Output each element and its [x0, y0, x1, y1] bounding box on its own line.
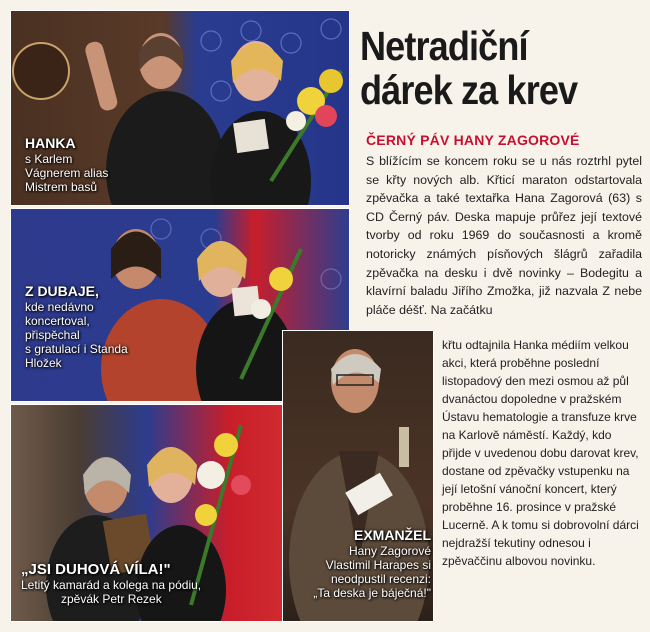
caption-exmanzel-line: „Ta deska je báječná!": [313, 586, 431, 600]
caption-hanka-line: Mistrem basů: [25, 180, 98, 194]
caption-hanka-head: HANKA: [25, 135, 76, 151]
caption-exmanzel-head: EXMANŽEL: [354, 527, 431, 543]
caption-exmanzel-line: Hany Zagorové: [348, 544, 431, 558]
caption-dubaj-line: Hložek: [25, 356, 62, 370]
caption-dubaj: [25, 283, 165, 370]
caption-dubaj-line: přispěchal: [25, 328, 80, 342]
caption-hanka-line: Vágnerem alias: [25, 166, 109, 180]
caption-exmanzel-line: neodpustil recenzi:: [330, 572, 431, 586]
article-headline: [360, 24, 606, 112]
caption-hanka: [25, 135, 165, 194]
caption-vila: [21, 561, 283, 606]
caption-vila-head: „JSI DUHOVÁ VÍLA!": [21, 561, 171, 578]
caption-dubaj-line: s gratulací i Standa: [25, 342, 128, 356]
caption-exmanzel: [289, 527, 431, 600]
caption-dubaj-line: kde nedávno: [25, 300, 94, 314]
caption-vila-line: zpěvák Petr Rezek: [61, 592, 162, 606]
photo-hanka: [10, 10, 350, 206]
headline-line: dárek za krev: [360, 67, 578, 113]
article-body: [366, 152, 642, 319]
headline-line: Netradiční: [360, 23, 528, 69]
caption-hanka-line: s Karlem: [25, 152, 73, 166]
photo-vila: [10, 404, 284, 622]
caption-exmanzel-line: Vlastimil Harapes si: [325, 558, 431, 572]
photo-exmanzel: [282, 330, 434, 622]
article-subhead: ČERNÝ PÁV HANY ZAGOROVÉ: [366, 132, 580, 148]
article-paragraph: křtu odtajnila Hanka médiím velkou akci, která proběhne poslední listopadový den mezi osmou až půl dvanáctou dopoledne v pražském Ústavu hematologie a transfuze krve na Karlově náměstí. Každý, kdo přijde v uvedenou dobu darovat krev, dostane od zpěvačky vstupenku na její letošní vánoční koncert, který proběhne 16. prosince v pražské Lucerně. A k tomu si dobrovolní dárci nejdražší tekutiny odnesou i zpěvaččinu albovou novinku.: [442, 338, 639, 568]
article-body-continued: [442, 336, 642, 570]
caption-dubaj-line: koncertoval,: [25, 314, 90, 328]
article-paragraph: S blížícím se koncem roku se u nás roztrhl pytel se křty nových alb. Křticí maraton odstartovala zpěvačka a také textařka Hana Zagorová (63) s CD Černý páv. Deska mapuje průřez její textové tvorby od roku 1969 do současnosti a kromě notoricky známých písňových šlágrů zařadila zpěvačka na desku i dvě novinky – Bodegitu a klavírní baladu Jiřího Zmožka, již nazvala Z nebe pláče déšť. Na začátku: [366, 154, 642, 317]
caption-vila-line: Letitý kamarád a kolega na pódiu,: [21, 578, 202, 592]
caption-dubaj-head: Z DUBAJE,: [25, 283, 99, 299]
